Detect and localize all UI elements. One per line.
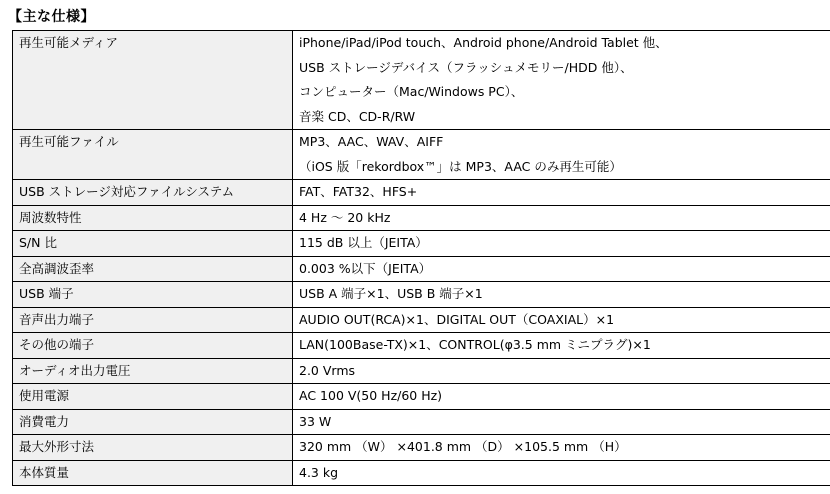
- spec-label: 周波数特性: [19, 209, 82, 225]
- spec-value-line: 4.3 kg: [299, 464, 339, 480]
- spec-value-cell: [293, 460, 830, 486]
- spec-label: オーディオ出力電圧: [19, 362, 131, 378]
- spec-row: [13, 460, 830, 486]
- spec-value-line: USB ストレージデバイス（フラッシュメモリー/HDD 他）、: [299, 59, 633, 75]
- spec-label: S/N 比: [19, 235, 57, 250]
- spec-row: [13, 282, 830, 308]
- spec-value-line: AUDIO OUT(RCA)×1、DIGITAL OUT（COAXIAL）×1: [299, 311, 615, 327]
- spec-label-cell: [13, 409, 293, 435]
- spec-row: [13, 256, 830, 282]
- spec-row: [13, 435, 830, 461]
- spec-value-line: LAN(100Base-TX)×1、CONTROL(φ3.5 mm ミニプラグ)×1: [299, 337, 651, 352]
- spec-value-line: 33 W: [299, 413, 332, 429]
- spec-label: 消費電力: [19, 413, 70, 429]
- spec-value-cell: [293, 180, 830, 206]
- spec-row: [13, 231, 830, 257]
- spec-row: [13, 205, 830, 231]
- spec-value-cell: [293, 231, 830, 257]
- spec-label-cell: [13, 282, 293, 308]
- spec-label: 最大外形寸法: [19, 439, 95, 454]
- spec-row: [13, 31, 830, 130]
- spec-value-line: 115 dB 以上（JEITA）: [299, 235, 428, 250]
- spec-value-cell: [293, 256, 830, 282]
- spec-table-body: [13, 31, 830, 486]
- spec-value-cell: [293, 205, 830, 231]
- spec-value-cell: [293, 333, 830, 359]
- spec-row: [13, 130, 830, 180]
- spec-value-line: iPhone/iPad/iPod touch、Android phone/Android Tablet 他、: [299, 35, 668, 50]
- spec-label: その他の端子: [19, 337, 95, 352]
- spec-value-line: （iOS 版「rekordbox™」は MP3、AAC のみ再生可能）: [299, 158, 622, 174]
- spec-label-cell: [13, 256, 293, 282]
- spec-label: USB 端子: [19, 286, 74, 301]
- spec-row: [13, 180, 830, 206]
- spec-table: [12, 30, 830, 486]
- spec-label: 音声出力端子: [19, 311, 95, 327]
- spec-value-line: 2.0 Vrms: [299, 362, 356, 378]
- spec-value-cell: [293, 384, 830, 410]
- spec-value-cell: [293, 130, 830, 180]
- spec-label-cell: [13, 180, 293, 206]
- spec-value-line: 4 Hz ～ 20 kHz: [299, 209, 391, 225]
- spec-value-line: USB A 端子×1、USB B 端子×1: [299, 286, 483, 301]
- spec-label-cell: [13, 31, 293, 130]
- spec-row: [13, 358, 830, 384]
- spec-value-line: 320 mm （W） ×401.8 mm （D） ×105.5 mm （H）: [299, 439, 627, 454]
- spec-label-cell: [13, 435, 293, 461]
- spec-label: 全高調波歪率: [19, 260, 95, 276]
- spec-label-cell: [13, 307, 293, 333]
- spec-label-cell: [13, 130, 293, 180]
- spec-label: 使用電源: [19, 388, 70, 403]
- spec-value-cell: [293, 307, 830, 333]
- spec-label-cell: [13, 333, 293, 359]
- spec-label: 再生可能ファイル: [19, 134, 119, 149]
- spec-value-line: コンピューター（Mac/Windows PC）、: [299, 84, 524, 99]
- spec-value-line: 音楽 CD、CD-R/RW: [299, 108, 416, 124]
- spec-label-cell: [13, 460, 293, 486]
- spec-label-cell: [13, 231, 293, 257]
- spec-value-line: MP3、AAC、WAV、AIFF: [299, 134, 444, 149]
- spec-label: USB ストレージ対応ファイルシステム: [19, 184, 235, 199]
- spec-value-cell: [293, 282, 830, 308]
- spec-value-cell: [293, 409, 830, 435]
- spec-row: [13, 384, 830, 410]
- spec-label-cell: [13, 358, 293, 384]
- spec-label: 本体質量: [19, 464, 70, 480]
- spec-value-line: FAT、FAT32、HFS+: [299, 184, 418, 199]
- spec-row: [13, 333, 830, 359]
- spec-value-cell: [293, 435, 830, 461]
- spec-value-line: AC 100 V(50 Hz/60 Hz): [299, 388, 443, 403]
- spec-label-cell: [13, 384, 293, 410]
- spec-row: [13, 307, 830, 333]
- spec-label: 再生可能メディア: [19, 35, 119, 50]
- spec-value-cell: [293, 358, 830, 384]
- spec-value-line: 0.003 %以下（JEITA）: [299, 260, 432, 276]
- spec-row: [13, 409, 830, 435]
- spec-value-cell: [293, 31, 830, 130]
- spec-label-cell: [13, 205, 293, 231]
- spec-heading: 【主な仕様】: [8, 9, 95, 25]
